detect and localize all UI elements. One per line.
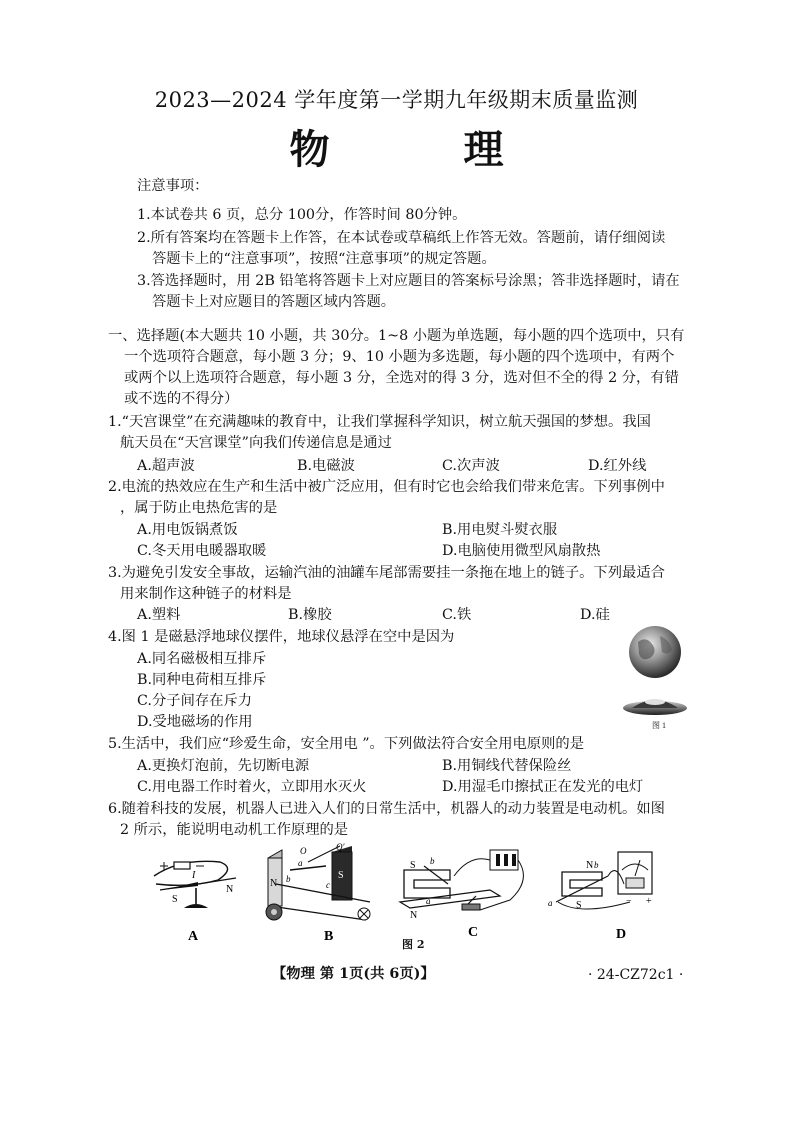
question-6-stem: 6.随着科技的发展，机器人已进入人们的日常生活中，机器人的动力装置是电动机。如图: [108, 801, 665, 817]
notice-heading: 注意事项：: [137, 178, 209, 194]
section-instruction: 一、选择题(本大题共 10 小题，共 30分。1~8 小题为单选题，每小题的四个选项中，只有: [108, 328, 685, 344]
q4-option-c: C.分子间存在斥力: [137, 693, 253, 709]
svg-text:a: a: [426, 896, 431, 906]
svg-text:a: a: [298, 858, 303, 868]
exam-code: · 24-CZ72c1 ·: [588, 967, 684, 983]
q5-option-c: C.用电器工作时着火，立即用水灭火: [137, 779, 367, 795]
q1-option-d: D.红外线: [588, 458, 647, 474]
question-3-stem: 3.为避免引发安全事故，运输汽油的油罐车尾部需要挂一条拖在地上的链子。下列最适合: [108, 565, 665, 581]
question-1-stem: 航天员在“天宫课堂”向我们传递信息是通过: [120, 435, 392, 451]
svg-text:Q′: Q′: [336, 842, 345, 852]
q1-option-a: A.超声波: [137, 458, 195, 474]
svg-text:N: N: [586, 860, 594, 871]
page-footer: 【物理 第 1页(共 6页)】: [272, 966, 435, 982]
figure-label-a: A: [188, 929, 199, 944]
svg-text:+: +: [646, 896, 652, 907]
svg-text:c: c: [326, 880, 330, 890]
exam-title: 2023—2024 学年度第一学期九年级期末质量监测: [154, 88, 639, 112]
svg-text:N: N: [270, 878, 278, 889]
q4-option-a: A.同名磁极相互排斥: [137, 651, 267, 667]
notice-item: 答题卡上的“注意事项”，按照“注意事项”的规定答题。: [152, 251, 496, 267]
question-2-stem: ，属于防止电热危害的是: [120, 500, 278, 516]
q4-option-d: D.受地磁场的作用: [137, 714, 253, 730]
notice-item: 答题卡上对应题目的答题区域内答题。: [152, 294, 396, 310]
q3-option-a: A.塑料: [137, 607, 181, 623]
svg-text:S: S: [576, 900, 582, 911]
q2-option-c: C.冬天用电暖器取暖: [137, 543, 267, 559]
q4-option-b: B.同种电荷相互排斥: [137, 672, 267, 688]
q2-option-a: A.用电饭锅煮饭: [137, 522, 238, 538]
svg-text:S: S: [338, 870, 344, 881]
subject-title: 物 理: [289, 126, 564, 173]
q5-option-b: B.用铜线代替保险丝: [442, 758, 572, 774]
q1-option-c: C.次声波: [442, 458, 500, 474]
q3-option-d: D.硅: [580, 607, 610, 623]
svg-text:S: S: [172, 894, 178, 905]
question-5-stem: 5.生活中，我们应“珍爱生命，安全用电 ”。下列做法符合安全用电原则的是: [108, 736, 585, 752]
notice-item: 1.本试卷共 6 页，总分 100分，作答时间 80分钟。: [137, 207, 467, 223]
q2-option-b: B.用电熨斗熨衣服: [442, 522, 558, 538]
question-2-stem: 2.电流的热效应在生产和生活中被广泛应用，但有时它也会给我们带来危害。下列事例中: [108, 479, 665, 495]
question-6-stem: 2 所示，能说明电动机工作原理的是: [120, 822, 349, 838]
svg-text:−: −: [626, 896, 632, 907]
figure-label-c: C: [468, 925, 479, 940]
figure-label-d: D: [616, 927, 627, 942]
question-1-stem: 1.“天宫课堂”在充满趣味的教育中，让我们掌握科学知识，树立航天强国的梦想。我国: [108, 414, 651, 430]
figure-2-diagrams: [140, 840, 660, 950]
svg-text:I: I: [192, 870, 196, 881]
figure-label-b: B: [324, 929, 334, 944]
q5-option-d: D.用湿毛巾擦拭正在发光的电灯: [442, 779, 644, 795]
svg-text:b: b: [594, 860, 599, 870]
notice-item: 3.答选择题时，用 2B 铅笔将答题卡上对应题目的答案标号涂黑；答非选择题时，请在: [137, 273, 680, 289]
q3-option-b: B.橡胶: [288, 607, 332, 623]
svg-text:N: N: [226, 884, 234, 895]
q5-option-a: A.更换灯泡前，先切断电源: [137, 758, 310, 774]
section-instruction: 或两个以上选项符合题意，每小题 3 分，全选对的得 3 分，选对但不全的得 2 分，有错: [124, 370, 679, 386]
diagram-d: [548, 852, 652, 911]
diagram-a: [154, 861, 236, 908]
figure-1-globe: [612, 622, 698, 734]
svg-text:b: b: [286, 874, 291, 884]
svg-text:S: S: [410, 860, 416, 871]
diagram-c: [400, 850, 523, 921]
q1-option-b: B.电磁波: [297, 458, 355, 474]
question-4-stem: 4.图 1 是磁悬浮地球仪摆件，地球仪悬浮在空中是因为: [108, 629, 455, 645]
question-3-stem: 用来制作这种链子的材料是: [120, 586, 292, 602]
svg-text:N: N: [410, 910, 418, 921]
svg-text:O: O: [300, 846, 307, 856]
section-instruction: 一个选项符合题意，每小题 3 分；9、10 小题为多选题，每小题的四个选项中，有两个: [124, 349, 675, 365]
svg-text:b: b: [430, 856, 435, 866]
section-instruction: 或不选的不得分）: [124, 391, 239, 407]
figure-2-caption: 图 2: [402, 938, 425, 951]
svg-text:a: a: [548, 898, 553, 908]
figure-1-caption: 图 1: [652, 721, 666, 730]
q2-option-d: D.电脑使用微型风扇散热: [442, 543, 601, 559]
notice-item: 2.所有答案均在答题卡上作答，在本试卷或草稿纸上作答无效。答题前，请仔细阅读: [137, 230, 666, 246]
diagram-b: [266, 842, 370, 920]
q3-option-c: C.铁: [442, 607, 472, 623]
